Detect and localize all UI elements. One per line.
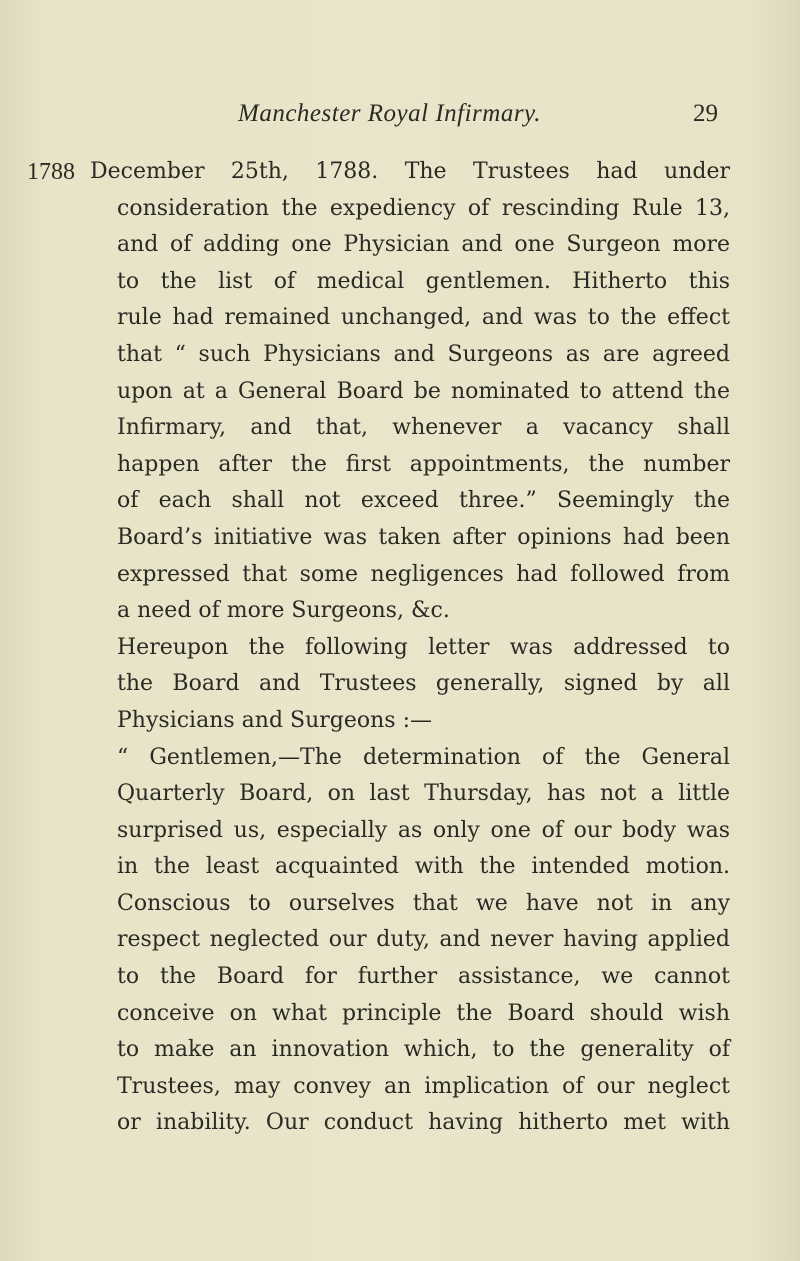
margin-year: 1788	[27, 159, 75, 185]
text-line: conceive on what principle the Board should wish	[117, 1000, 730, 1026]
text-line: happen after the first appointments, the number	[117, 451, 730, 477]
text-line: Trustees, may convey an implication of our neglect	[117, 1073, 730, 1099]
text-line: Hereupon the following letter was addressed to	[117, 634, 730, 660]
text-line: in the least acquainted with the intended motion.	[117, 854, 730, 880]
text-line: upon at a General Board be nominated to attend the	[117, 378, 730, 404]
text-line: a need of more Surgeons, &c.	[117, 598, 450, 624]
running-title: Manchester Royal Infirmary.	[238, 100, 542, 127]
text-line: the Board and Trustees generally, signed by all	[117, 671, 730, 697]
body-text	[90, 154, 730, 1142]
text-line: consideration the expediency of rescinding Rule 13,	[117, 195, 730, 221]
text-line: and of adding one Physician and one Surgeon more	[117, 232, 730, 258]
text-line: rule had remained unchanged, and was to the effect	[117, 305, 730, 331]
text-line: or inability. Our conduct having hitherto met with	[117, 1110, 730, 1136]
text-line: Quarterly Board, on last Thursday, has not a little	[117, 781, 730, 807]
text-line: Infirmary, and that, whenever a vacancy shall	[117, 415, 730, 441]
text-line: “ Gentlemen,—The determination of the General	[117, 744, 730, 770]
text-line: Conscious to ourselves that we have not in any	[117, 890, 730, 916]
text-line: December 25th, 1788. The Trustees had under	[90, 159, 730, 184]
text-line: to the list of medical gentlemen. Hitherto this	[117, 268, 730, 294]
text-line: Physicians and Surgeons :—	[117, 707, 432, 733]
text-line: that “ such Physicians and Surgeons as are agreed	[117, 341, 730, 367]
text-line: to the Board for further assistance, we cannot	[117, 964, 730, 990]
running-head	[0, 92, 800, 132]
text-line: surprised us, especially as only one of our body was	[117, 817, 730, 843]
page-number: 29	[693, 100, 718, 127]
text-line: respect neglected our duty, and never having applied	[117, 927, 730, 953]
text-line: Board’s initiative was taken after opinions had been	[117, 524, 730, 550]
text-line: to make an innovation which, to the generality of	[117, 1037, 730, 1063]
text-line: expressed that some negligences had followed from	[117, 561, 730, 587]
text-line: of each shall not exceed three.” Seemingly the	[117, 488, 730, 514]
